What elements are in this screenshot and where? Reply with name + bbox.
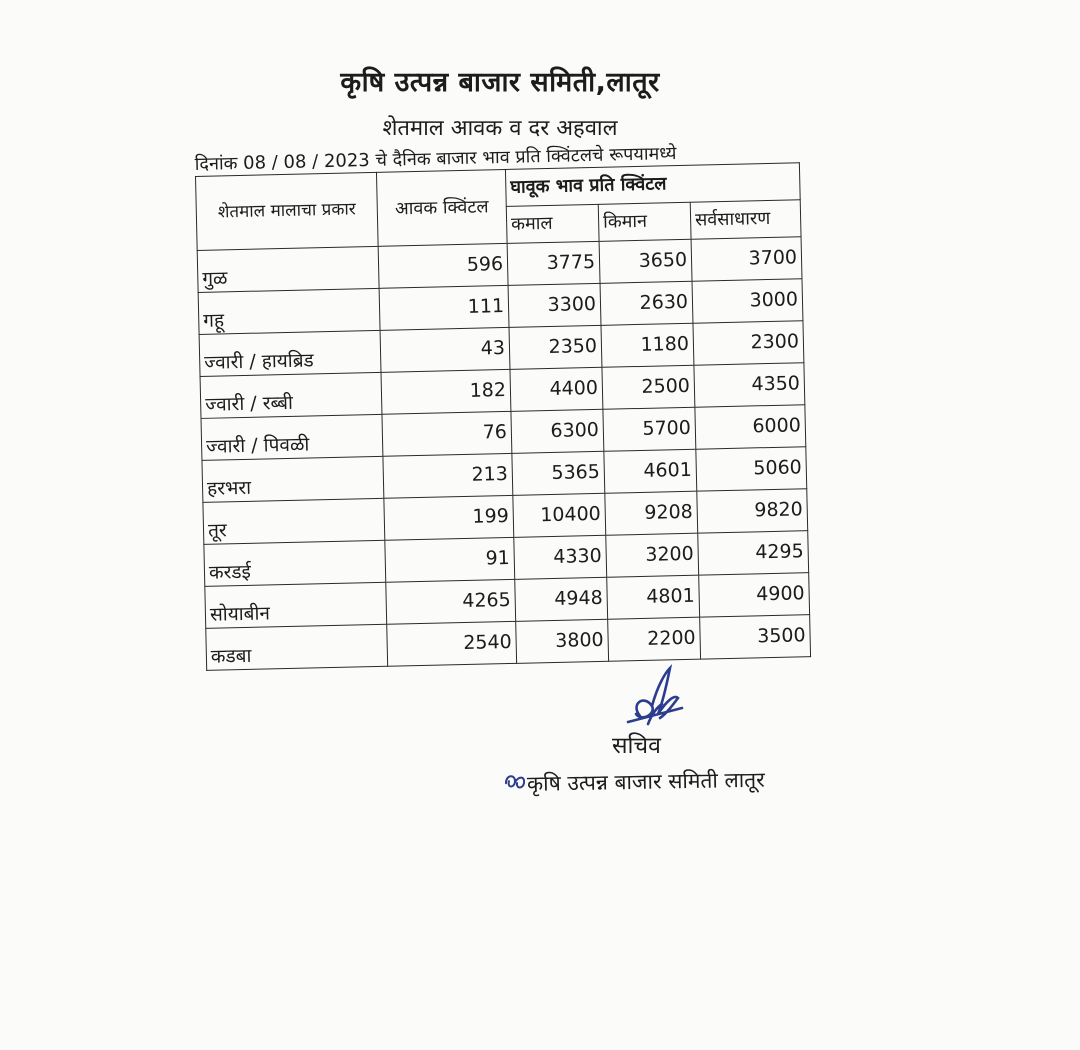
cell-arrival: 43 <box>380 327 510 372</box>
cell-min: 4801 <box>607 575 700 619</box>
cell-modal: 5060 <box>696 447 807 491</box>
cell-max: 3300 <box>508 283 601 327</box>
cell-max: 4330 <box>514 535 607 579</box>
cell-min: 2200 <box>608 617 701 661</box>
cell-min: 5700 <box>603 407 696 451</box>
signatory-designation: सचिव <box>612 733 661 759</box>
cell-arrival: 111 <box>379 285 509 330</box>
cell-arrival: 182 <box>381 369 511 414</box>
cell-modal: 4295 <box>698 531 809 575</box>
header-commodity: शेतमाल मालाचा प्रकार <box>196 172 379 250</box>
price-table-container <box>195 162 811 671</box>
cell-modal: 4350 <box>694 363 805 407</box>
cell-commodity: सोयाबीन <box>205 582 387 628</box>
cell-arrival: 213 <box>383 453 513 498</box>
cell-min: 1180 <box>601 323 694 367</box>
cell-min: 4601 <box>604 449 697 493</box>
cell-modal: 6000 <box>695 405 806 449</box>
initials-mark-icon <box>503 771 527 793</box>
cell-min: 3650 <box>599 239 692 283</box>
cell-max: 6300 <box>511 409 604 453</box>
header-price-group: घावूक भाव प्रति क्विंटल <box>505 163 800 207</box>
cell-modal: 3500 <box>700 615 811 659</box>
cell-commodity: ज्वारी / रब्बी <box>200 372 382 418</box>
cell-commodity: हरभरा <box>202 456 384 502</box>
cell-max: 10400 <box>513 493 606 537</box>
report-title: कृषि उत्पन्न बाजार समिती,लातूर <box>340 67 660 98</box>
cell-max: 3775 <box>507 241 600 285</box>
cell-modal: 3700 <box>691 237 802 281</box>
cell-commodity: तूर <box>203 498 385 544</box>
cell-modal: 9820 <box>697 489 808 533</box>
cell-modal: 3000 <box>692 279 803 323</box>
cell-commodity: कडबा <box>206 624 388 670</box>
cell-commodity: ज्वारी / हायब्रिड <box>199 330 381 376</box>
cell-min: 2630 <box>600 281 693 325</box>
cell-arrival: 199 <box>384 495 514 540</box>
header-modal: सर्वसाधारण <box>690 200 801 239</box>
cell-commodity: गहू <box>198 288 380 334</box>
cell-modal: 2300 <box>693 321 804 365</box>
cell-max: 3800 <box>516 619 609 663</box>
cell-arrival: 76 <box>382 411 512 456</box>
cell-min: 3200 <box>606 533 699 577</box>
header-arrival: आवक क्विंटल <box>376 169 507 246</box>
report-dateline: दिनांक 08 / 08 / 2023 चे दैनिक बाजार भाव प्रति क्विंटलचे रूपयामध्ये <box>194 143 677 176</box>
price-table-body <box>197 237 810 671</box>
header-max: कमाल <box>506 204 599 243</box>
cell-min: 2500 <box>602 365 695 409</box>
cell-arrival: 4265 <box>386 579 516 624</box>
cell-arrival: 596 <box>378 243 508 288</box>
cell-max: 4948 <box>515 577 608 621</box>
cell-max: 2350 <box>509 325 602 369</box>
cell-modal: 4900 <box>699 573 810 617</box>
cell-commodity: गुळ <box>197 246 379 292</box>
price-table <box>195 162 811 671</box>
cell-arrival: 2540 <box>387 621 517 666</box>
header-min: किमान <box>598 202 691 241</box>
cell-max: 4400 <box>510 367 603 411</box>
cell-arrival: 91 <box>385 537 515 582</box>
cell-min: 9208 <box>605 491 698 535</box>
cell-max: 5365 <box>512 451 605 495</box>
report-subtitle: शेतमाल आवक व दर अहवाल <box>382 116 618 141</box>
stamp-line <box>503 766 765 799</box>
cell-commodity: ज्वारी / पिवळी <box>201 414 383 460</box>
stamp-organization: कृषि उत्पन्न बाजार समिती लातूर <box>526 767 765 796</box>
cell-commodity: करडई <box>204 540 386 586</box>
